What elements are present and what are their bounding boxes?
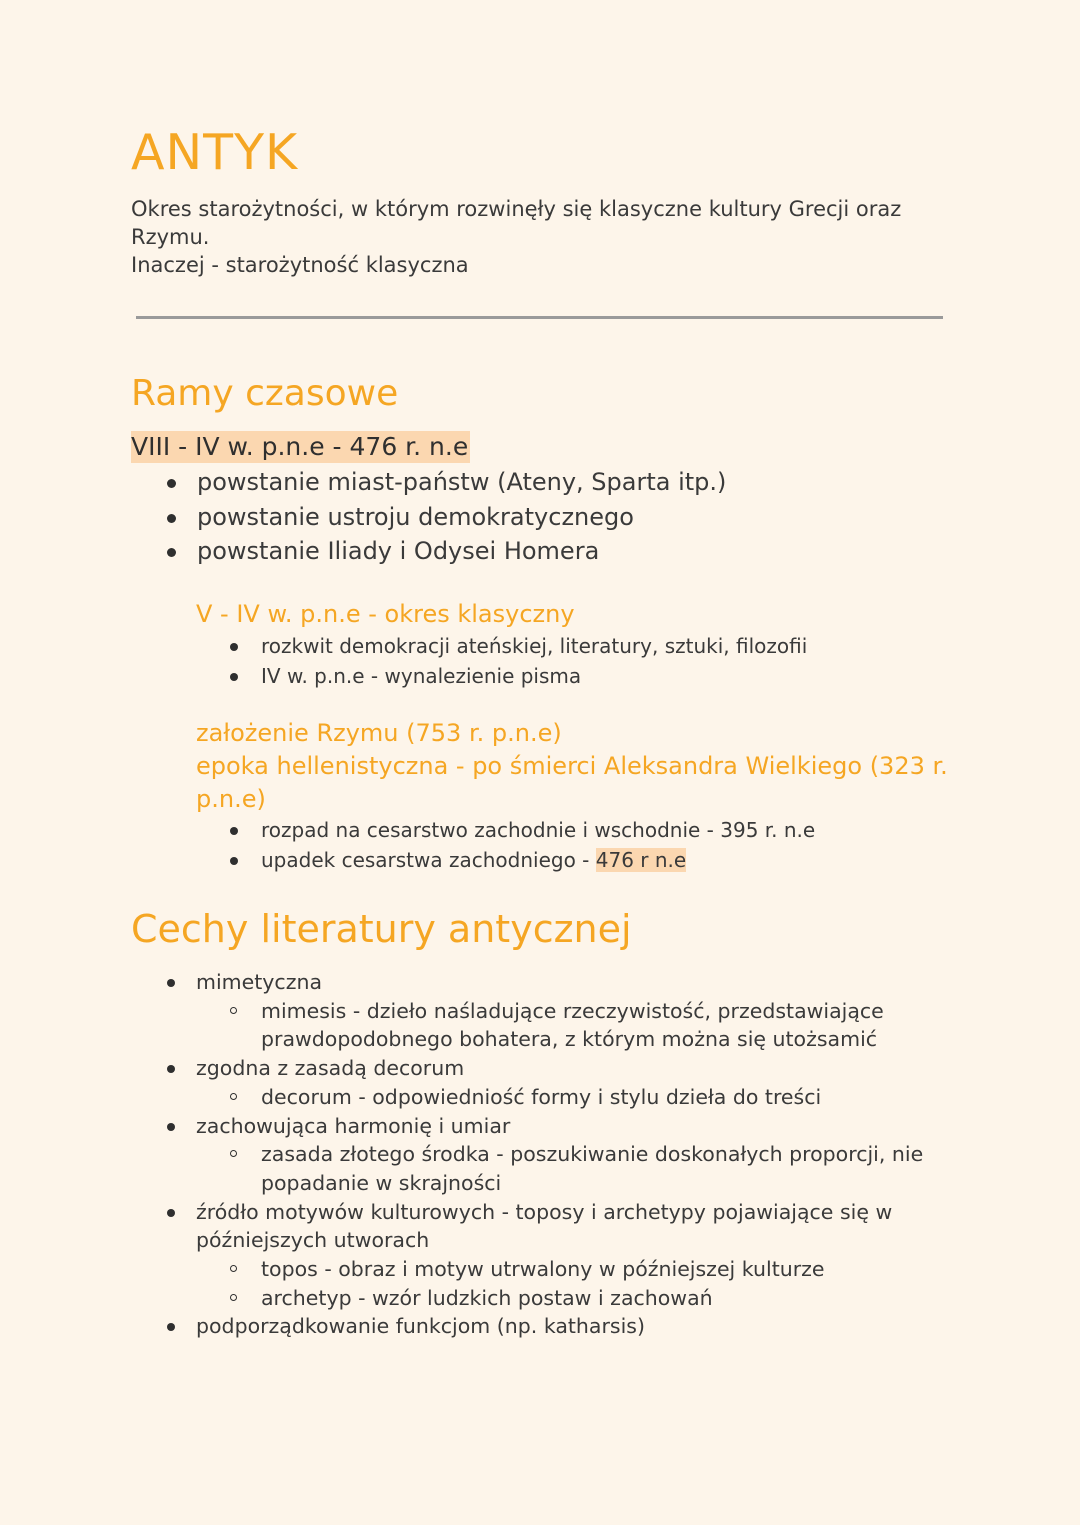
- list-item: mimetyczna mimesis - dzieło naśladujące rzeczywistość, przedstawiające prawdopodobnego bohatera, z którym można się utożsamić: [160, 968, 960, 1054]
- period-highlight: VIII - IV w. p.n.e - 476 r. n.e: [131, 432, 469, 461]
- sub-list: [196, 997, 960, 1054]
- section-heading-timeframe: Ramy czasowe: [131, 373, 399, 414]
- divider: [136, 316, 943, 319]
- classical-list: [227, 632, 967, 691]
- sub-list: [196, 1255, 960, 1312]
- list-item: źródło motywów kulturowych - toposy i archetypy pojawiające się w późniejszych utworach topos - obraz i motyw utrwalony w późniejszej kulturze archetyp - wzór ludzkich postaw i zachowań: [160, 1198, 960, 1313]
- sub-list-item: mimesis - dzieło naśladujące rzeczywistość, przedstawiające prawdopodobnego bohatera, z którym można się utożsamić: [196, 997, 960, 1054]
- intro-text: [131, 195, 961, 279]
- list-item: powstanie miast-państw (Ateny, Sparta itp.): [160, 465, 980, 500]
- list-item: IV w. p.n.e - wynalezienie pisma: [227, 662, 967, 692]
- list-item: powstanie ustroju demokratycznego: [160, 500, 980, 535]
- rome-founding: założenie Rzymu (753 r. p.n.e): [196, 719, 562, 747]
- section-heading-features: Cechy literatury antycznej: [131, 907, 632, 951]
- list-item: podporządkowanie funkcjom (np. katharsis): [160, 1312, 960, 1341]
- list-item: powstanie Iliady i Odysei Homera: [160, 534, 980, 569]
- sub-list: [196, 1140, 960, 1197]
- fall-label: upadek cesarstwa zachodniego -: [261, 847, 596, 872]
- sub-list-item: topos - obraz i motyw utrwalony w późniejszej kulturze: [196, 1255, 960, 1284]
- list-item: zachowująca harmonię i umiar zasada złotego środka - poszukiwanie doskonałych proporcji, nie popadanie w skrajności: [160, 1112, 960, 1198]
- page-title: ANTYK: [131, 124, 299, 181]
- fall-date-highlight: 476 r n.e: [595, 847, 687, 872]
- list-item: rozpad na cesarstwo zachodnie i wschodnie - 395 r. n.e: [227, 816, 967, 846]
- rome-heading: [196, 717, 956, 816]
- intro-definition: Okres starożytności, w którym rozwinęły się klasyczne kultury Grecji oraz Rzymu.: [131, 197, 902, 249]
- sub-list-item: archetyp - wzór ludzkich postaw i zachowań: [196, 1284, 960, 1313]
- sub-list-item: zasada złotego środka - poszukiwanie doskonałych proporcji, nie popadanie w skrajności: [196, 1140, 960, 1197]
- hellenistic-epoch: epoka hellenistyczna - po śmierci Aleksandra Wielkiego (323 r. p.n.e): [196, 752, 948, 813]
- list-item: rozkwit demokracji ateńskiej, literatury, sztuki, filozofii: [227, 632, 967, 662]
- classical-period-heading: V - IV w. p.n.e - okres klasyczny: [196, 600, 575, 628]
- sub-list: [196, 1083, 960, 1112]
- timeframe-list: [160, 465, 980, 569]
- rome-list: [227, 816, 967, 875]
- list-item: [227, 846, 967, 876]
- intro-alias: Inaczej - starożytność klasyczna: [131, 253, 469, 277]
- features-list: [160, 968, 960, 1341]
- list-item: zgodna z zasadą decorum decorum - odpowiedniość formy i stylu dzieła do treści: [160, 1054, 960, 1111]
- sub-list-item: decorum - odpowiedniość formy i stylu dzieła do treści: [196, 1083, 960, 1112]
